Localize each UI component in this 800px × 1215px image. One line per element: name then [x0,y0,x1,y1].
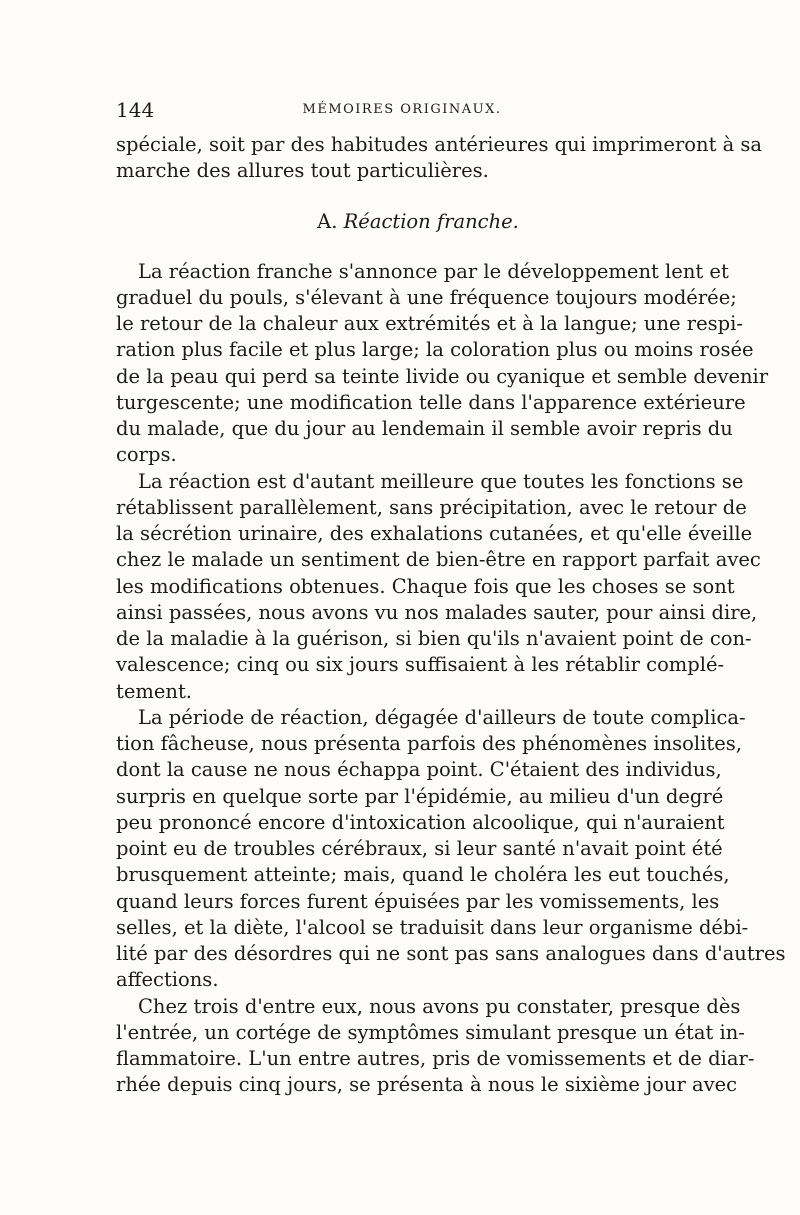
text-line: lité par des désordres qui ne sont pas sans analogues dans d'autres [116,942,786,965]
paragraph [116,705,786,994]
text-line: turgescente; une modification telle dans l'apparence extérieure [116,390,746,414]
text-line: dont la cause ne nous échappa point. C'étaient des individus, [116,758,722,782]
text-line: graduel du pouls, s'élevant à une fréquence toujours modérée; [116,285,737,309]
paragraph [116,994,755,1099]
body-text [116,132,786,1099]
running-header [116,98,688,122]
text-line: tement. [116,679,193,703]
text-line: peu prononcé encore d'intoxication alcoolique, qui n'auraient [116,810,725,834]
running-title: MÉMOIRES ORIGINAUX. [302,102,502,117]
text-line: La réaction franche s'annonce par le développement lent et [138,259,729,283]
text-line: corps. [116,443,177,467]
text-line: selles, et la diète, l'alcool se traduisit dans leur organisme débi- [116,915,749,939]
section-heading [116,207,690,237]
text-line: La période de réaction, dégagée d'ailleurs de toute complica- [138,705,746,729]
section-title: Réaction franche. [343,209,519,233]
text-line: de la peau qui perd sa teinte livide ou cyanique et semble devenir [116,364,769,388]
text-line: de la maladie à la guérison, si bien qu'ils n'avaient point de con- [116,627,752,650]
text-line: spéciale, soit par des habitudes antérieures qui imprimeront à sa [116,133,763,156]
text-line: Chez trois d'entre eux, nous avons pu constater, presque dès [138,994,741,1018]
text-line: flammatoire. L'un entre autres, pris de vomissements et de diar- [116,1047,755,1070]
paragraph [116,469,761,705]
text-line: les modifications obtenues. Chaque fois que les choses se sont [116,574,735,598]
text-line: chez le malade un sentiment de bien-être en rapport parfait avec [116,548,761,572]
text-line: brusquement atteinte; mais, quand le choléra les eut touchés, [116,863,730,887]
text-line: rhée depuis cinq jours, se présenta à nous le sixième jour avec [116,1073,738,1097]
text-line: le retour de la chaleur aux extrémités et à la langue; une respi- [116,312,743,335]
text-line: la sécrétion urinaire, des exhalations cutanées, et qu'elle éveille [116,522,753,545]
text-line: marche des allures tout particulières. [116,159,489,183]
text-line: ration plus facile et plus large; la coloration plus ou moins rosée [116,338,754,362]
page-number: 144 [116,98,155,122]
paragraph [116,259,769,469]
text-line: valescence; cinq ou six jours suffisaient à les rétablir complé- [116,653,725,677]
text-line: du malade, que du jour au lendemain il semble avoir repris du [116,417,733,440]
text-line: tion fâcheuse, nous présenta parfois des phénomènes insolites, [116,732,742,755]
text-line: rétablissent parallèlement, sans précipitation, avec le retour de [116,495,747,519]
text-line: surpris en quelque sorte par l'épidémie, au milieu d'un degré [116,784,724,808]
section-letter: A. [317,209,338,233]
text-line: quand leurs forces furent épuisées par les vomissements, les [116,889,720,913]
text-line: l'entrée, un cortége de symptômes simulant presque un état in- [116,1020,745,1044]
text-line: affections. [116,968,219,992]
text-line: ainsi passées, nous avons vu nos malades sauter, pour ainsi dire, [116,600,758,624]
text-line: La réaction est d'autant meilleure que toutes les fonctions se [138,469,744,493]
text-line: point eu de troubles cérébraux, si leur santé n'avait point été [116,837,723,860]
